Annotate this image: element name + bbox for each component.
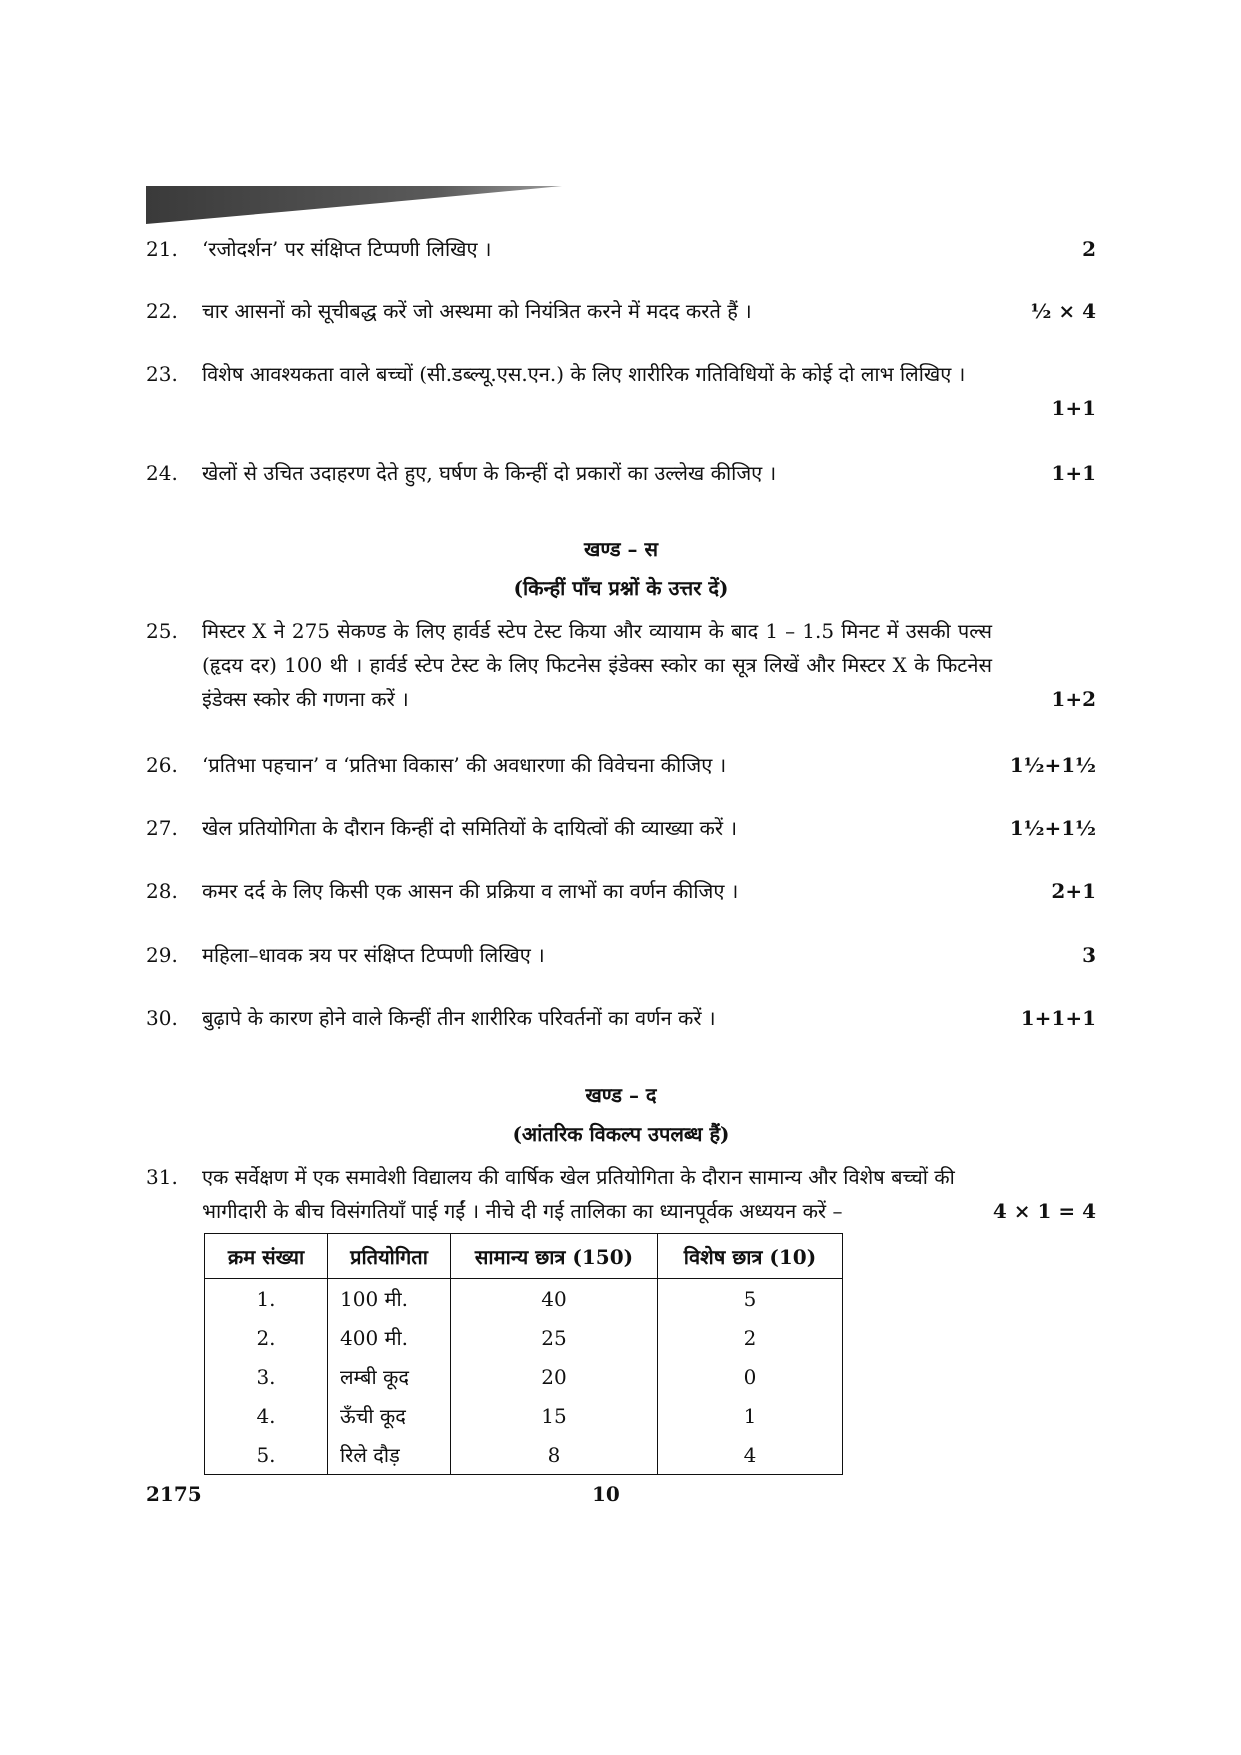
question-number: 27. bbox=[146, 816, 178, 840]
question-text: कमर दर्द के लिए किसी एक आसन की प्रक्रिया व लाभों का वर्णन कीजिए । bbox=[202, 879, 739, 903]
table-cell: 5. bbox=[205, 1435, 328, 1475]
table-cell: 40 bbox=[451, 1279, 658, 1319]
table-row bbox=[205, 1396, 843, 1435]
table-cell: रिले दौड़ bbox=[328, 1435, 451, 1475]
table-cell: 1 bbox=[658, 1396, 843, 1435]
table-header-row bbox=[205, 1234, 843, 1279]
question-text: ‘रजोदर्शन’ पर संक्षिप्त टिप्पणी लिखिए । bbox=[202, 237, 492, 261]
question-text: विशेष आवश्यकता वाले बच्चों (सी.डब्ल्यू.एस.एन.) के लिए शारीरिक गतिविधियों के कोई दो लाभ लिखिए । bbox=[202, 362, 966, 386]
question-marks: 4 × 1 = 4 bbox=[992, 1199, 1096, 1223]
column-header: सामान्य छात्र (150) bbox=[451, 1234, 658, 1279]
table-row bbox=[205, 1279, 843, 1319]
question-text: खेल प्रतियोगिता के दौरान किन्हीं दो समितियों के दायित्वों की व्याख्या करें । bbox=[202, 816, 738, 840]
question-marks: 2 bbox=[1082, 237, 1096, 261]
table-cell: 15 bbox=[451, 1396, 658, 1435]
question-marks: 1+1 bbox=[1051, 396, 1096, 420]
table-cell: 400 मी. bbox=[328, 1318, 451, 1357]
header-decoration-band bbox=[146, 186, 562, 224]
table-cell: 4 bbox=[658, 1435, 843, 1475]
table-cell: 20 bbox=[451, 1357, 658, 1396]
question-number: 31. bbox=[146, 1165, 178, 1189]
question-text: चार आसनों को सूचीबद्ध करें जो अस्थमा को नियंत्रित करने में मदद करते हैं । bbox=[202, 299, 752, 323]
question-number: 26. bbox=[146, 753, 178, 777]
column-header: प्रतियोगिता bbox=[328, 1234, 451, 1279]
question-number: 24. bbox=[146, 461, 178, 485]
table-cell: 1. bbox=[205, 1279, 328, 1319]
question-marks: 3 bbox=[1082, 943, 1096, 967]
table-cell: 8 bbox=[451, 1435, 658, 1475]
section-c-title: खण्ड – स bbox=[583, 537, 658, 561]
question-number: 29. bbox=[146, 943, 178, 967]
table-cell: लम्बी कूद bbox=[328, 1357, 451, 1396]
question-text: महिला–धावक त्रय पर संक्षिप्त टिप्पणी लिखिए । bbox=[202, 943, 545, 967]
section-c-subtitle: (किन्हीं पाँच प्रश्नों के उत्तर दें) bbox=[513, 576, 729, 600]
table-row bbox=[205, 1435, 843, 1475]
table-cell: 25 bbox=[451, 1318, 658, 1357]
column-header: क्रम संख्या bbox=[205, 1234, 328, 1279]
question-text: ‘प्रतिभा पहचान’ व ‘प्रतिभा विकास’ की अवधारणा की विवेचना कीजिए । bbox=[202, 753, 727, 777]
question-text: एक सर्वेक्षण में एक समावेशी विद्यालय की वार्षिक खेल प्रतियोगिता के दौरान सामान्य और विशेष बच्चों की भागीदारी के बीच विसंगतियाँ पाई गईं । नीचे दी गई तालिका का ध्यानपूर्वक अध्ययन करें – bbox=[202, 1165, 955, 1223]
table-cell: 5 bbox=[658, 1279, 843, 1319]
question-number: 30. bbox=[146, 1006, 178, 1030]
question-number: 23. bbox=[146, 362, 178, 386]
paper-code: 2175 bbox=[146, 1482, 202, 1506]
question-number: 28. bbox=[146, 879, 178, 903]
table-cell: 3. bbox=[205, 1357, 328, 1396]
question-text: मिस्टर X ने 275 सेकण्ड के लिए हार्वर्ड स्टेप टेस्ट किया और व्यायाम के बाद 1 – 1.5 मिनट में उसकी पल्स (हृदय दर) 100 थी । हार्वर्ड स्टेप टेस्ट के लिए फिटनेस इंडेक्स स्कोर का सूत्र लिखें और मिस्टर X के फिटनेस इंडेक्स स्कोर की गणना करें । bbox=[202, 619, 992, 711]
question-number: 22. bbox=[146, 299, 178, 323]
table-cell: 100 मी. bbox=[328, 1279, 451, 1319]
question-marks: 1+1 bbox=[1051, 461, 1096, 485]
section-d-title: खण्ड – द bbox=[585, 1083, 657, 1107]
column-header: विशेष छात्र (10) bbox=[658, 1234, 843, 1279]
question-marks: 1+1+1 bbox=[1020, 1006, 1096, 1030]
table-cell: 0 bbox=[658, 1357, 843, 1396]
question-marks: ½ × 4 bbox=[1030, 299, 1096, 323]
question-text: बुढ़ापे के कारण होने वाले किन्हीं तीन शारीरिक परिवर्तनों का वर्णन करें । bbox=[202, 1006, 716, 1030]
question-number: 25. bbox=[146, 619, 178, 643]
participation-table bbox=[204, 1233, 843, 1475]
question-text: खेलों से उचित उदाहरण देते हुए, घर्षण के किन्हीं दो प्रकारों का उल्लेख कीजिए । bbox=[202, 461, 777, 485]
question-number: 21. bbox=[146, 237, 178, 261]
section-d-subtitle: (आंतरिक विकल्प उपलब्ध हैं) bbox=[512, 1122, 730, 1146]
question-marks: 1+2 bbox=[1051, 687, 1096, 711]
table-row bbox=[205, 1357, 843, 1396]
table-row bbox=[205, 1318, 843, 1357]
table-cell: 2. bbox=[205, 1318, 328, 1357]
table-cell: 4. bbox=[205, 1396, 328, 1435]
table-cell: 2 bbox=[658, 1318, 843, 1357]
table-cell: ऊँची कूद bbox=[328, 1396, 451, 1435]
question-marks: 1½+1½ bbox=[1009, 753, 1096, 777]
question-marks: 1½+1½ bbox=[1009, 816, 1096, 840]
question-marks: 2+1 bbox=[1051, 879, 1096, 903]
page-number: 10 bbox=[592, 1482, 620, 1506]
